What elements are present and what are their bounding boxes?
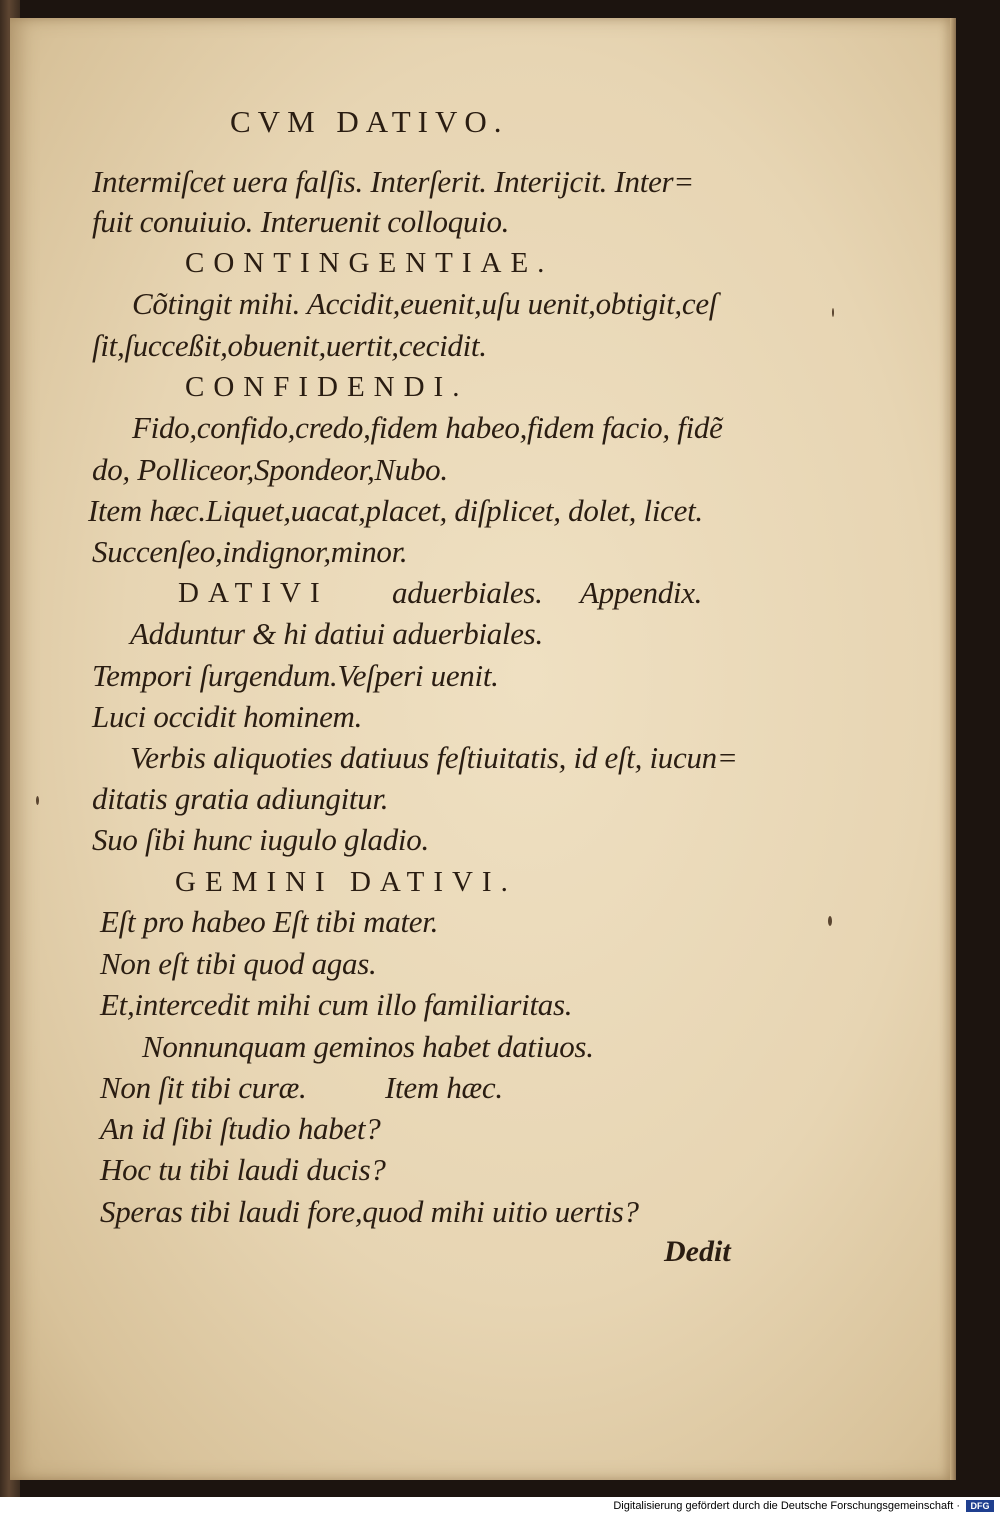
ink-speck: [36, 796, 39, 805]
text-line-8: Succenſeo,indignor,minor.: [92, 534, 408, 569]
running-head: CVM DATIVO.: [230, 104, 509, 139]
text-line-4: ſit,ſucceßit,obuenit,uertit,cecidit.: [92, 328, 487, 363]
text-line-10: Tempori ſurgendum.Veſperi uenit.: [92, 658, 499, 693]
text-line-2: fuit conuiuio. Interuenit colloquio.: [92, 204, 510, 239]
catchword: Dedit: [664, 1235, 731, 1268]
text-line-3: Cõtingit mihi. Accidit,euenit,uſu uenit,obtigit,ceſ: [132, 286, 718, 321]
text-line-13: ditatis gratia adiungitur.: [92, 781, 389, 816]
text-line-9: Adduntur & hi datiui aduerbiales.: [130, 616, 543, 651]
footer-bar: [0, 1497, 1000, 1516]
text-line-6: do, Polliceor,Spondeor,Nubo.: [92, 452, 448, 487]
text-line-5: Fido,confido,credo,fidem habeo,fidem facio, fidẽ: [132, 410, 723, 445]
text-line-11: Luci occidit hominem.: [92, 699, 363, 734]
text-line-20: Item hæc.: [385, 1070, 503, 1105]
text-line-21: An id ſibi ſtudio habet?: [100, 1111, 381, 1146]
text-line-15: Eſt pro habeo Eſt tibi mater.: [100, 904, 439, 939]
funding-credit: Digitalisierung gefördert durch die Deutsche Forschungsgemeinschaft ·: [613, 1500, 960, 1512]
text-line-12: Verbis aliquoties datiuus feſtiuitatis, id eſt, iucun=: [130, 740, 738, 775]
text-line-17: Et,intercedit mihi cum illo familiaritas.: [100, 987, 573, 1022]
text-line-7: Item hæc.Liquet,uacat,placet, diſplicet, dolet, licet.: [88, 493, 703, 528]
heading-contingentiae: CONTINGENTIAE.: [185, 247, 554, 279]
text-line-14: Suo ſibi hunc iugulo gladio.: [92, 822, 429, 857]
heading-confidendi: CONFIDENDI.: [185, 371, 469, 403]
heading-appendix: Appendix.: [580, 575, 703, 610]
text-line-23: Speras tibi laudi fore,quod mihi uitio uertis?: [100, 1194, 639, 1229]
ink-speck: [828, 916, 832, 926]
heading-dativi: DATIVI: [178, 577, 329, 609]
text-line-1: Intermiſcet uera falſis. Interſerit. Interijcit. Inter=: [92, 164, 694, 199]
text-line-22: Hoc tu tibi laudi ducis?: [100, 1152, 386, 1187]
text-line-19: Non ſit tibi curæ.: [100, 1070, 307, 1105]
dfg-logo-icon: DFG: [966, 1500, 994, 1512]
heading-gemini-dativi: GEMINI DATIVI.: [175, 866, 517, 898]
text-line-18: Nonnunquam geminos habet datiuos.: [142, 1029, 594, 1064]
heading-dativi-aduerbiales: aduerbiales.: [392, 575, 543, 610]
ink-speck: [832, 308, 834, 317]
text-line-16: Non eſt tibi quod agas.: [100, 946, 377, 981]
